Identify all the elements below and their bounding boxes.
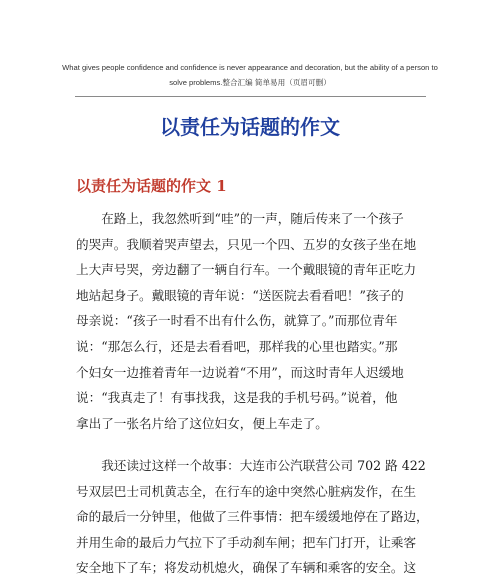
text-line: 地站起身子。戴眼镜的青年说：“送医院去看看吧！”孩子的 xyxy=(76,287,404,303)
text-line: 个妇女一边推着青年一边说着“不用”，而这时青年人迟缓地 xyxy=(76,364,404,380)
text-line: 说：“我真走了！有事找我，这是我的手机号码。”说着，他 xyxy=(76,390,398,406)
paragraph-1 xyxy=(76,206,426,436)
header-line: What gives people confidence and confidence is never appearance and decoration, but the ability of a person to xyxy=(62,63,438,72)
section-heading: 以责任为话题的作文 1 xyxy=(76,177,227,195)
text-line: 的哭声。我顺着哭声望去，只见一个四、五岁的女孩子坐在地 xyxy=(76,236,417,252)
text-line: 号双层巴士司机黄志全，在行车的途中突然心脏病发作，在生 xyxy=(76,483,417,499)
text-line: 在路上，我忽然听到“哇”的一声，随后传来了一个孩子 xyxy=(76,211,404,226)
text-line: 我还读过这样一个故事：大连市公汽联营公司 702 路 422 xyxy=(76,458,426,473)
text-line: 命的最后一分钟里，他做了三件事情：把车缓缓地停在了路边， xyxy=(76,509,429,525)
text-line: 安全地下了车；将发动机熄火，确保了车辆和乘客的安全。这 xyxy=(76,560,417,576)
text-line: 母亲说：“孩子一时看不出有什么伤，就算了。”而那位青年 xyxy=(76,313,398,329)
text-line: 说：“那怎么行，还是去看看吧，那样我的心里也踏实。”那 xyxy=(76,338,398,354)
header-divider xyxy=(75,96,426,97)
paragraph-2 xyxy=(76,453,429,581)
text-line: 并用生命的最后力气拉下了手动刹车闸；把车门打开，让乘客 xyxy=(76,534,417,550)
header-line: solve problems.整合汇编 简单易用（页眉可删） xyxy=(169,78,331,87)
page-header xyxy=(62,60,438,90)
text-line: 上大声号哭，旁边翻了一辆自行车。一个戴眼镜的青年正吃力 xyxy=(76,262,417,278)
text-line: 拿出了一张名片给了这位妇女，便上车走了。 xyxy=(76,415,328,431)
document-title: 以责任为话题的作文 xyxy=(160,115,340,139)
